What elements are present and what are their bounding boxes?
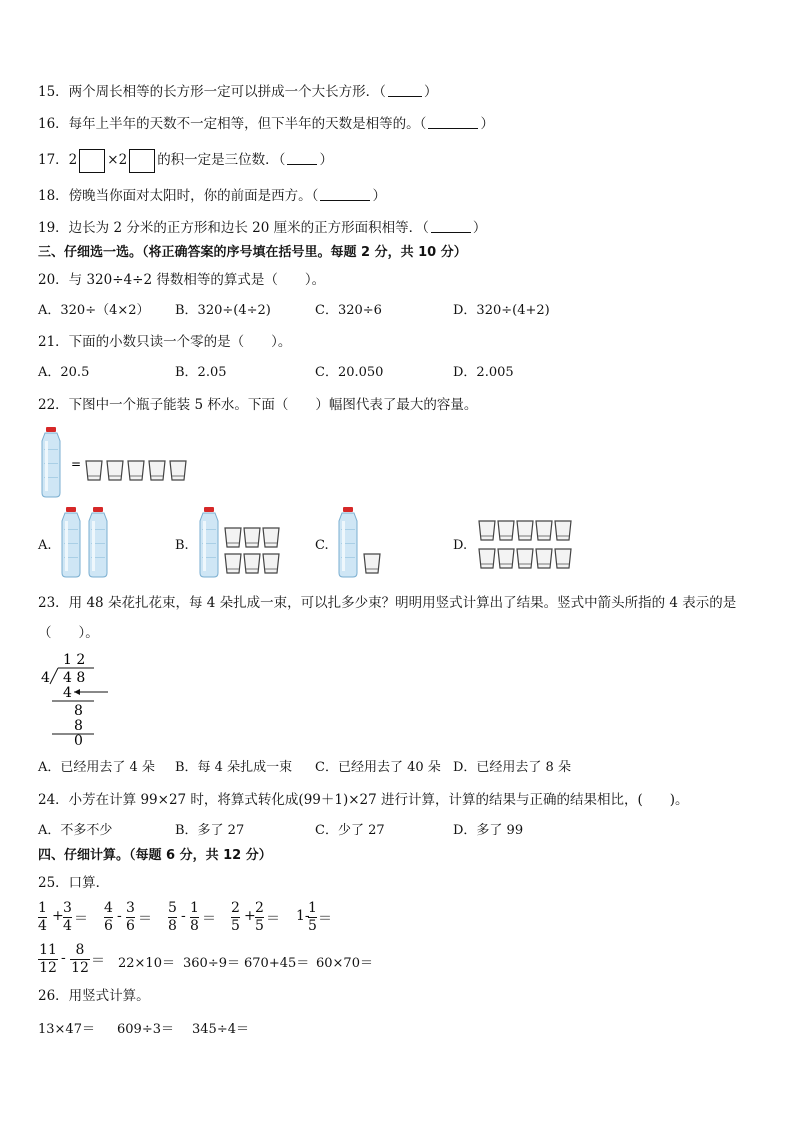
cup-icon <box>244 554 260 573</box>
operator: - <box>61 950 66 966</box>
q23-option-d[interactable]: D．已经用去了 8 朵 <box>453 760 571 775</box>
fraction: 1 8 <box>190 900 199 934</box>
cup-icon <box>536 521 552 540</box>
q21-option-b[interactable]: B．2.05 <box>175 365 227 380</box>
section-4-heading: 四、仔细计算。（每题 6 分，共 12 分） <box>38 848 272 863</box>
q24-option-a[interactable]: A．不多不少 <box>38 823 113 838</box>
water-bottle-icon <box>42 427 60 497</box>
q22-option-b-label[interactable]: B. <box>175 538 189 553</box>
dividend: 4 8 <box>63 670 86 686</box>
q24-option-c[interactable]: C．少了 27 <box>315 823 385 838</box>
cup-icon <box>107 461 123 480</box>
paren-close: ） <box>423 84 438 100</box>
operator: - <box>181 908 186 924</box>
operator: + <box>52 908 64 924</box>
cup-icon <box>517 521 533 540</box>
q22-option-a-label[interactable]: A. <box>38 538 52 553</box>
fraction: 8 12 <box>71 942 89 976</box>
equals: ＝ <box>74 911 88 927</box>
fraction: 3 4 <box>63 900 72 934</box>
vertical-calc-item: 13×47＝ <box>38 1022 95 1037</box>
cup-icon <box>225 528 241 547</box>
fraction: 5 8 <box>168 900 177 934</box>
vertical-calc-item: 345÷4＝ <box>192 1022 249 1037</box>
cup-icon <box>498 549 514 568</box>
q20-option-a[interactable]: A．320÷（4×2） <box>38 303 150 318</box>
mental-math-item: 670+45＝ <box>244 956 310 971</box>
mental-math-item: 360÷9＝ <box>183 956 240 971</box>
equals: ＝ <box>318 911 332 927</box>
cup-icon <box>128 461 144 480</box>
answer-blank[interactable] <box>388 84 422 97</box>
equals: ＝ <box>138 911 152 927</box>
equals: ＝ <box>91 953 105 969</box>
cup-icon <box>364 554 380 573</box>
question-15 <box>38 83 437 101</box>
cup-icon <box>555 549 571 568</box>
question-16-text: 16．每年上半年的天数不一定相等，但下半年的天数是相等的。（ <box>38 116 427 132</box>
fraction: 2 5 <box>255 900 264 934</box>
q20-option-c[interactable]: C．320÷6 <box>315 303 382 318</box>
equals-sign: = <box>71 457 82 471</box>
remainder-1: 8 <box>74 703 83 719</box>
question-21: 21．下面的小数只读一个零的是（ ）。 <box>38 334 292 350</box>
paren-close: ） <box>319 152 333 168</box>
cup-icon <box>149 461 165 480</box>
q21-option-d[interactable]: D．2.005 <box>453 365 514 380</box>
fraction: 1 4 <box>38 900 47 934</box>
water-bottle-icon <box>200 507 218 577</box>
q20-option-d[interactable]: D．320÷(4+2) <box>453 303 550 318</box>
question-23-paren: （ ）。 <box>38 625 99 641</box>
q22-option-b-figure[interactable] <box>198 505 282 579</box>
q22-option-d-figure[interactable] <box>478 518 574 574</box>
cup-icon <box>517 549 533 568</box>
cup-icon <box>498 521 514 540</box>
answer-blank[interactable] <box>320 188 370 201</box>
question-16 <box>38 115 494 133</box>
cup-icon <box>170 461 186 480</box>
mental-math-item: 60×70＝ <box>316 956 373 971</box>
q24-option-d[interactable]: D．多了 99 <box>453 823 524 838</box>
question-17-text-a: 17．2 <box>38 152 78 168</box>
mental-math-item: 22×10＝ <box>118 956 175 971</box>
fraction: 4 6 <box>104 900 113 934</box>
question-18-text: 18．傍晚当你面对太阳时，你的前面是西方。（ <box>38 188 319 204</box>
fraction: 1 5 <box>308 900 317 934</box>
section-3-heading: 三、仔细选一选。（将正确答案的序号填在括号里。每题 2 分，共 10 分） <box>38 245 467 260</box>
q22-option-a-figure[interactable] <box>60 505 112 579</box>
paren-close: ） <box>480 116 494 132</box>
cup-icon <box>263 554 279 573</box>
question-17 <box>38 148 333 173</box>
q22-option-c-label[interactable]: C. <box>315 538 329 553</box>
q23-option-c[interactable]: C．已经用去了 40 朵 <box>315 760 441 775</box>
question-23: 23．用 48 朵花扎花束，每 4 朵扎成一束，可以扎多少束？明明用竖式计算出了结果。竖式中箭头所指的 4 表示的是 <box>38 595 737 611</box>
paren-close: ） <box>372 188 386 204</box>
subtract-2: 8 <box>74 718 83 734</box>
remainder-2: 0 <box>74 733 83 746</box>
q20-option-b[interactable]: B．320÷(4÷2) <box>175 303 271 318</box>
operator: + <box>244 908 256 924</box>
question-15-text: 15．两个周长相等的长方形一定可以拼成一个大长方形．（ <box>38 84 386 100</box>
paren-close: ） <box>472 220 487 236</box>
q21-option-c[interactable]: C．20.050 <box>315 365 384 380</box>
q23-option-b[interactable]: B．每 4 朵扎成一束 <box>175 760 293 775</box>
question-22: 22．下图中一个瓶子能装 5 杯水。下面（ ）幅图代表了最大的容量。 <box>38 397 478 413</box>
q22-option-d-label[interactable]: D. <box>453 538 468 553</box>
answer-blank[interactable] <box>428 116 478 129</box>
digit-box[interactable] <box>129 149 155 173</box>
question-19-text: 19．边长为 2 分米的正方形和边长 20 厘米的正方形面积相等．（ <box>38 220 429 236</box>
cup-icon <box>86 461 102 480</box>
arrow-head-icon <box>74 689 80 695</box>
q23-option-a[interactable]: A．已经用去了 4 朵 <box>38 760 155 775</box>
water-bottle-icon <box>339 507 357 577</box>
divisor: 4 <box>41 670 50 686</box>
answer-blank[interactable] <box>431 220 471 233</box>
question-24: 24．小芳在计算 99×27 时，将算式转化成(99＋1)×27 进行计算，计算的结果与正确的结果相比，( )。 <box>38 792 689 808</box>
cup-icon <box>479 549 495 568</box>
fraction: 11 12 <box>39 942 57 976</box>
operator: - <box>117 908 122 924</box>
question-19 <box>38 219 486 237</box>
question-17-text-c: 的积一定是三位数．（ <box>157 152 286 168</box>
q22-option-c-figure[interactable] <box>337 505 387 579</box>
cup-icon <box>479 521 495 540</box>
cup-icon <box>555 521 571 540</box>
fraction: 3 6 <box>126 900 135 934</box>
operator: 1- <box>296 908 310 924</box>
quotient: 1 2 <box>63 652 86 668</box>
water-bottle-icon <box>62 507 80 577</box>
subtract-1: 4 <box>63 685 72 701</box>
equals: ＝ <box>266 911 280 927</box>
question-18 <box>38 187 386 205</box>
cup-icon <box>225 554 241 573</box>
answer-blank[interactable] <box>287 152 317 165</box>
bottle-equals-cups-figure <box>40 424 200 500</box>
question-26: 26．用竖式计算。 <box>38 988 150 1004</box>
cup-icon <box>263 528 279 547</box>
question-25: 25．口算． <box>38 875 110 891</box>
q21-option-a[interactable]: A．20.5 <box>38 365 90 380</box>
water-bottle-icon <box>89 507 107 577</box>
equals: ＝ <box>202 911 216 927</box>
fraction: 2 5 <box>231 900 240 934</box>
cup-icon <box>536 549 552 568</box>
long-division-figure <box>38 650 118 746</box>
q24-option-b[interactable]: B．多了 27 <box>175 823 245 838</box>
vertical-calc-item: 609÷3＝ <box>117 1022 174 1037</box>
question-20: 20．与 320÷4÷2 得数相等的算式是（ ）。 <box>38 272 326 288</box>
question-17-text-b: ×2 <box>107 152 128 168</box>
cup-icon <box>244 528 260 547</box>
digit-box[interactable] <box>79 149 105 173</box>
